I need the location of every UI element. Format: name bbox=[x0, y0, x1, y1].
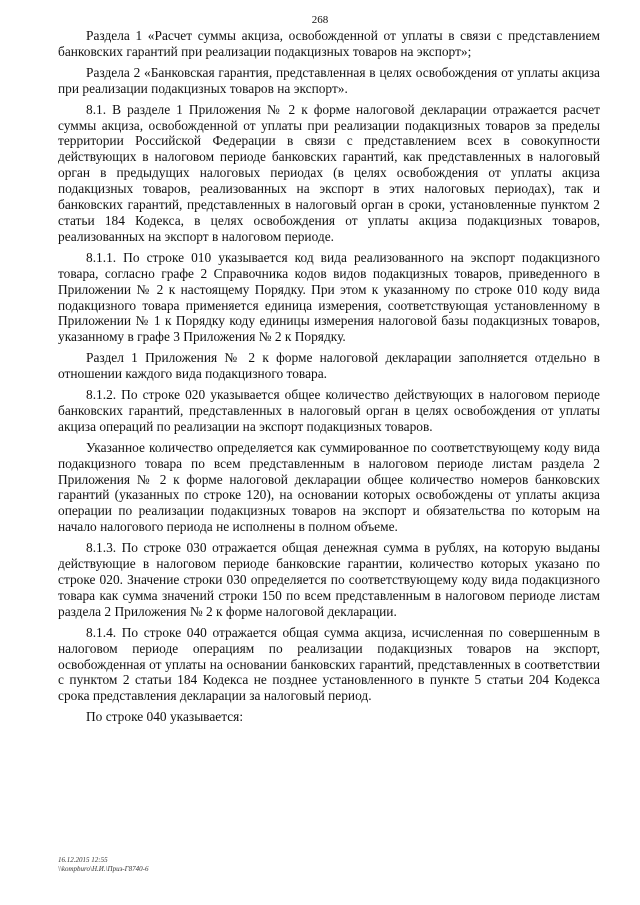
paragraph-section1-title: Раздела 1 «Расчет суммы акциза, освобожденной от уплаты в связи с представлением банковских гарантий при реализации подакцизных товаров на экспорт»; bbox=[58, 28, 600, 59]
paragraph-8-1-2: 8.1.2. По строке 020 указывается общее количество действующих в налоговом периоде банковских гарантий, представленных в налоговый орган в целях освобождения от уплаты акциза операций по реализации на экспорт подакцизных товаров. bbox=[58, 387, 600, 434]
paragraph-8-1: 8.1. В разделе 1 Приложения № 2 к форме налоговой декларации отражается расчет суммы акциза, освобожденной от уплаты при реализации подакцизных товаров за пределы территории Российской Федерации в связи с представлением всех в совокупности действующих в налоговом периоде банковских гарантий, как представленных в налоговый орган в предыдущих налоговых периодах (в целях освобождения от уплаты акциза подакцизных товаров, реализованных на экспорт в этих налоговых периодах), так и банковских гарантий, представленных в налоговый орган в сроки, установленные пунктом 2 статьи 184 Кодекса, в целях освобождения от уплаты акциза подакцизных товаров, реализованных на экспорт в налоговом периоде. bbox=[58, 101, 600, 244]
print-stamp-path: \\kompburo\Н.И.\Приз-Г8740-6 bbox=[58, 865, 149, 873]
print-stamp bbox=[58, 856, 148, 874]
paragraph-8-1-3: 8.1.3. По строке 030 отражается общая денежная сумма в рублях, на которую выданы действующие в налоговом периоде банковские гарантии, количество которых указано по строке 020. Значение строки 030 определяется по соответствующему коду вида подакцизного товара как сумма значений строки 150 по всем представленным в налоговом периоде листам раздела 2 Приложения № 2 к форме налоговой декларации. bbox=[58, 540, 600, 619]
paragraph-section1-filling: Раздел 1 Приложения № 2 к форме налоговой декларации заполняется отдельно в отношении каждого вида подакцизного товара. bbox=[58, 350, 600, 382]
paragraph-section2-title: Раздела 2 «Банковская гарантия, представленная в целях освобождения от уплаты акциза при реализации подакцизных товаров на экспорт». bbox=[58, 64, 600, 96]
print-stamp-date: 16.12.2015 12:55 bbox=[58, 856, 108, 864]
paragraph-8-1-1: 8.1.1. По строке 010 указывается код вида реализованного на экспорт подакцизного товара, согласно графе 2 Справочника кодов видов подакцизных товаров, приведенного в Приложении № 2 к настоящему Порядку. При этом к указанному по строке 010 коду вида подакцизного товара применяется единица измерения, соответствующая установленному в Приложении № 1 к Порядку коду единицы измерения налоговой базы подакцизных товаров, указанному в графе 3 Приложения № 2 к Порядку. bbox=[58, 249, 600, 345]
paragraph-8-1-4: 8.1.4. По строке 040 отражается общая сумма акциза, исчисленная по совершенным в налоговом периоде операциям по реализации подакцизных товаров на экспорт, освобожденная от уплаты на основании банковских гарантий, представленных в соответствии с пунктом 2 статьи 184 Кодекса не позднее установленного в пункте 5 статьи 204 Кодекса срока представления декларации за налоговый период. bbox=[58, 624, 600, 704]
page-number: 268 bbox=[311, 14, 329, 26]
paragraph-line-040-intro: По строке 040 указывается: bbox=[86, 709, 244, 725]
paragraph-count-definition: Указанное количество определяется как суммированное по соответствующему коду вида подакцизного товара по всем представленным в налоговом периоде листам раздела 2 Приложения № 2 к форме налоговой декларации общее количество номеров банковских гарантий (указанных по строке 120), на основании которых освобождены от уплаты акциза операции по реализации подакцизных товаров на экспорт и обязательства по которым на начало налогового периода не исполнены в полном объеме. bbox=[58, 439, 600, 535]
document-body bbox=[58, 28, 600, 730]
